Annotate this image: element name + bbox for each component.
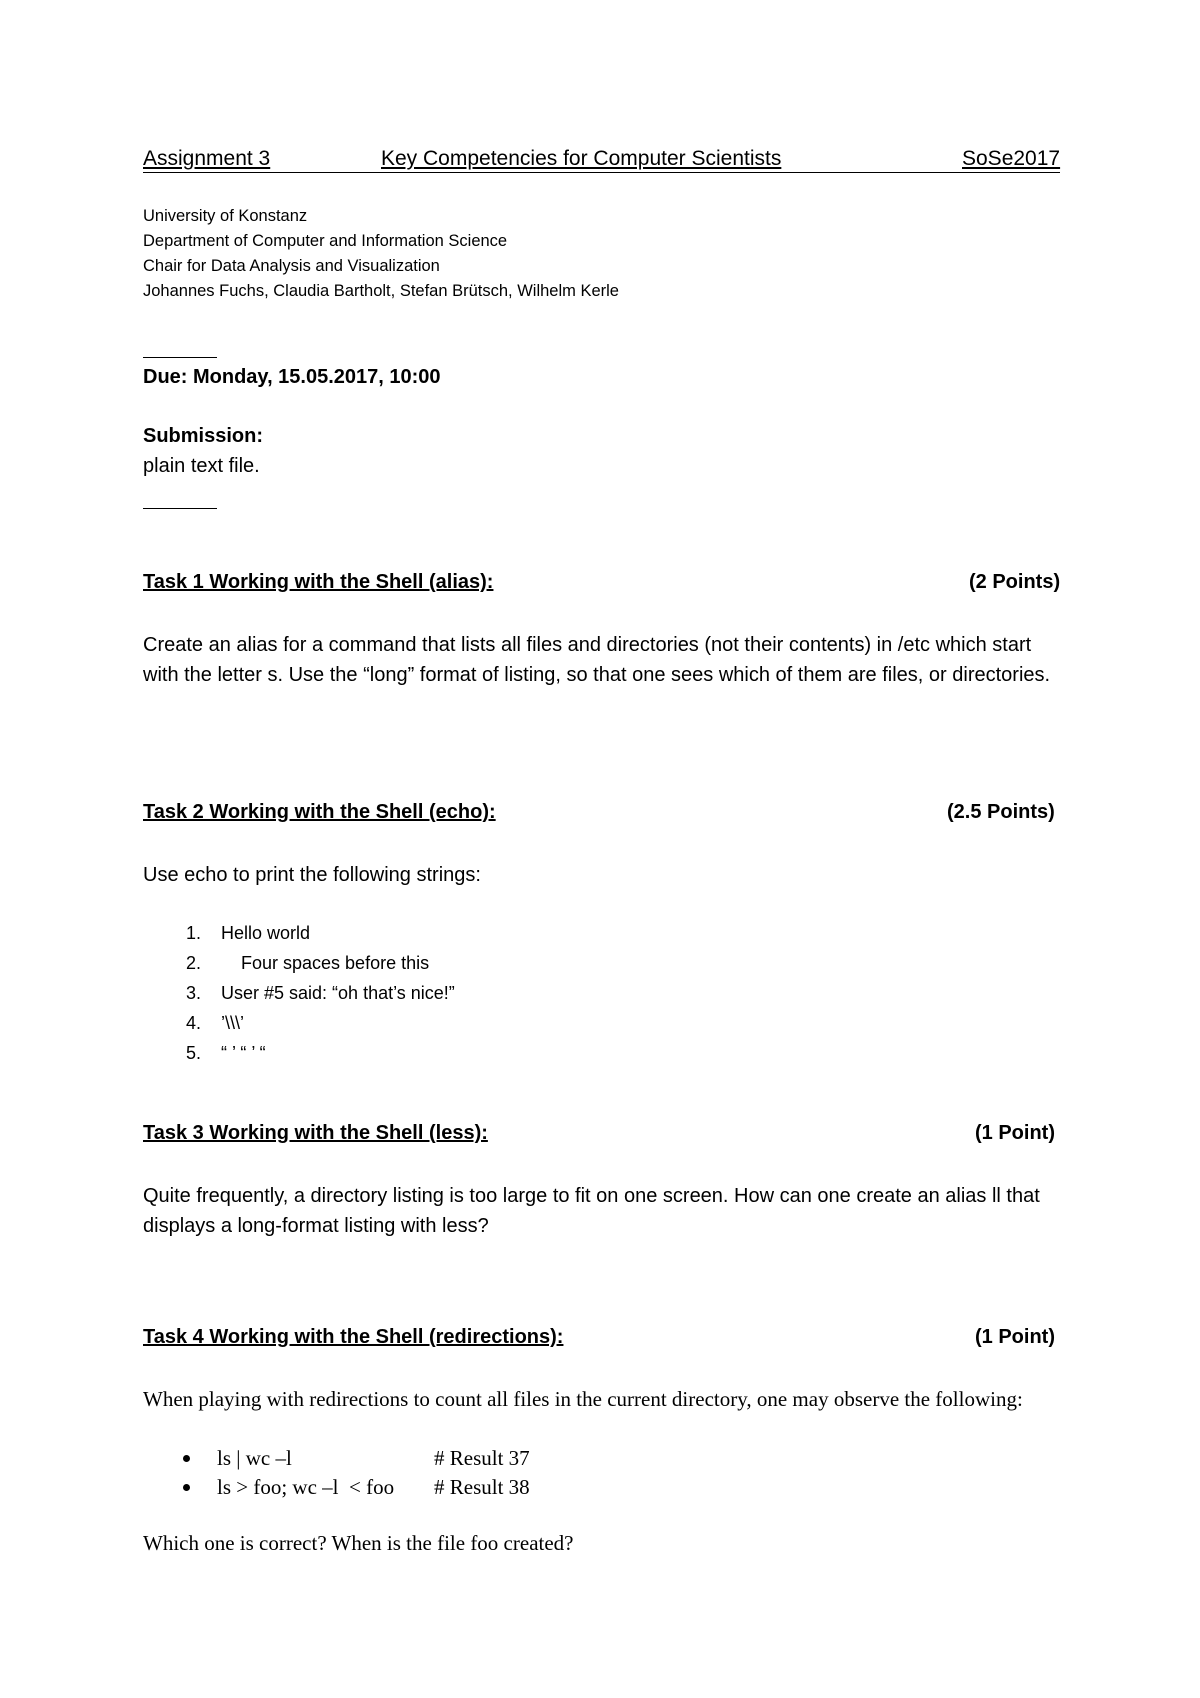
submission-label: Submission: [143, 425, 264, 447]
separator-rule [143, 357, 217, 358]
list-item-number: 1. [186, 923, 202, 943]
task-2-title: Task 2 Working with the Shell (echo): [143, 801, 496, 823]
university-name: University of Konstanz [143, 207, 308, 225]
task-4-description: When playing with redirections to count all files in the current directory, one may observe the following: [143, 1387, 1023, 1411]
list-item-number: 5. [186, 1043, 202, 1063]
bullet-command: ls > foo; wc –l < foo [217, 1475, 395, 1499]
task-2-description: Use echo to print the following strings: [143, 864, 481, 886]
due-date: Due: Monday, 15.05.2017, 10:00 [143, 366, 441, 388]
task-1-points: (2 Points) [969, 571, 1061, 593]
task-4-question: Which one is correct? When is the file foo created? [143, 1531, 574, 1555]
author-list: Johannes Fuchs, Claudia Bartholt, Stefan Brütsch, Wilhelm Kerle [143, 282, 619, 300]
bullet-dot [183, 1455, 190, 1462]
task-1-description: Create an alias for a command that lists all files and directories (not their contents) in /etc which start with the letter s. Use the “long” format of listing, so that one sees which of them are files, or directories. [143, 634, 1051, 686]
task-3-points: (1 Point) [975, 1122, 1055, 1144]
separator-rule [143, 508, 217, 509]
header-course: Key Competencies for Computer Scientists [381, 147, 782, 170]
task-3-title: Task 3 Working with the Shell (less): [143, 1122, 488, 1144]
task-1-title: Task 1 Working with the Shell (alias): [143, 571, 494, 593]
bullet-comment: # Result 37 [434, 1446, 530, 1470]
header-underline [143, 172, 1060, 173]
bullet-command: ls | wc –l [217, 1446, 292, 1470]
task-4-title: Task 4 Working with the Shell (redirections): [143, 1326, 564, 1348]
list-item-text: Four spaces before this [221, 953, 430, 973]
list-item-text: “ ’ “ ’ “ [221, 1043, 266, 1063]
list-item-number: 2. [186, 953, 202, 973]
list-item-text: User #5 said: “oh that’s nice!” [221, 983, 455, 1003]
department-name: Department of Computer and Information Science [143, 232, 508, 250]
bullet-dot [183, 1484, 190, 1491]
chair-name: Chair for Data Analysis and Visualization [143, 257, 440, 275]
task-4-points: (1 Point) [975, 1326, 1055, 1348]
header-assignment: Assignment 3 [143, 147, 271, 170]
task-3-description: Quite frequently, a directory listing is too large to fit on one screen. How can one create an alias ll that displays a long-format listing with less? [143, 1185, 1040, 1237]
header-semester: SoSe2017 [962, 147, 1061, 170]
task-2-points: (2.5 Points) [947, 801, 1055, 823]
list-item-number: 3. [186, 983, 202, 1003]
bullet-comment: # Result 38 [434, 1475, 530, 1499]
list-item-text: Hello world [221, 923, 311, 943]
list-item-text: ’\\\’ [221, 1013, 245, 1033]
list-item-number: 4. [186, 1013, 202, 1033]
submission-value: plain text file. [143, 455, 260, 477]
